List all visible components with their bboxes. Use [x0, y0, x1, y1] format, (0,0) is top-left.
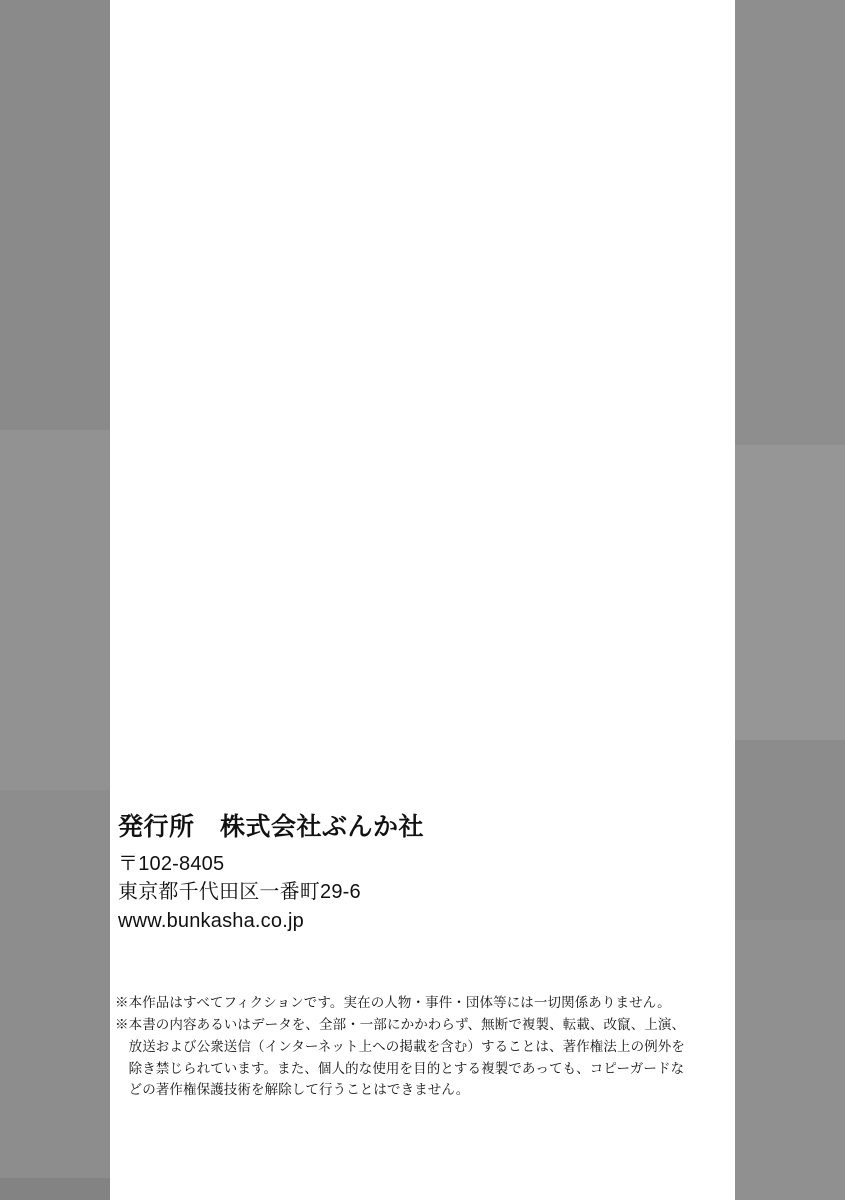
- background-block-left-mid: [0, 430, 110, 790]
- street-address: 東京都千代田区一番町29-6: [118, 881, 361, 904]
- background-block-right-top: [735, 0, 845, 445]
- notice-line: どの著作権保護技術を解除して行うことはできません。: [115, 1082, 470, 1098]
- notice-line: 放送および公衆送信（インターネット上への掲載を含む）することは、著作権法上の例外を: [115, 1038, 685, 1054]
- publisher-name: 発行所 株式会社ぶんか社: [118, 813, 425, 841]
- postal-code: 〒102-8405: [118, 853, 225, 875]
- publisher-section: [118, 812, 718, 935]
- background-block-right-bottom: [735, 920, 845, 1200]
- background-block-right-mid: [735, 740, 845, 920]
- background-block-left-bottom: [0, 790, 110, 1200]
- background-block-bottom-strip: [0, 1178, 110, 1200]
- publisher-website[interactable]: www.bunkasha.co.jp: [118, 909, 304, 932]
- notice-line: ※本書の内容あるいはデータを、全部・一部にかかわらず、無断で複製、転載、改竄、上演、: [115, 1016, 686, 1032]
- background-block-right-upper: [735, 445, 845, 740]
- background-block-left-top: [0, 0, 110, 430]
- book-colophon-page: [110, 0, 735, 1200]
- notice-line: 除き禁じられています。また、個人的な使用を目的とする複製であっても、コピーガードな: [115, 1060, 685, 1076]
- notice-line: ※本作品はすべてフィクションです。実在の人物・事件・団体等には一切関係ありません。: [115, 995, 671, 1010]
- publisher-address: [118, 850, 718, 935]
- legal-notice-section: [115, 992, 745, 1101]
